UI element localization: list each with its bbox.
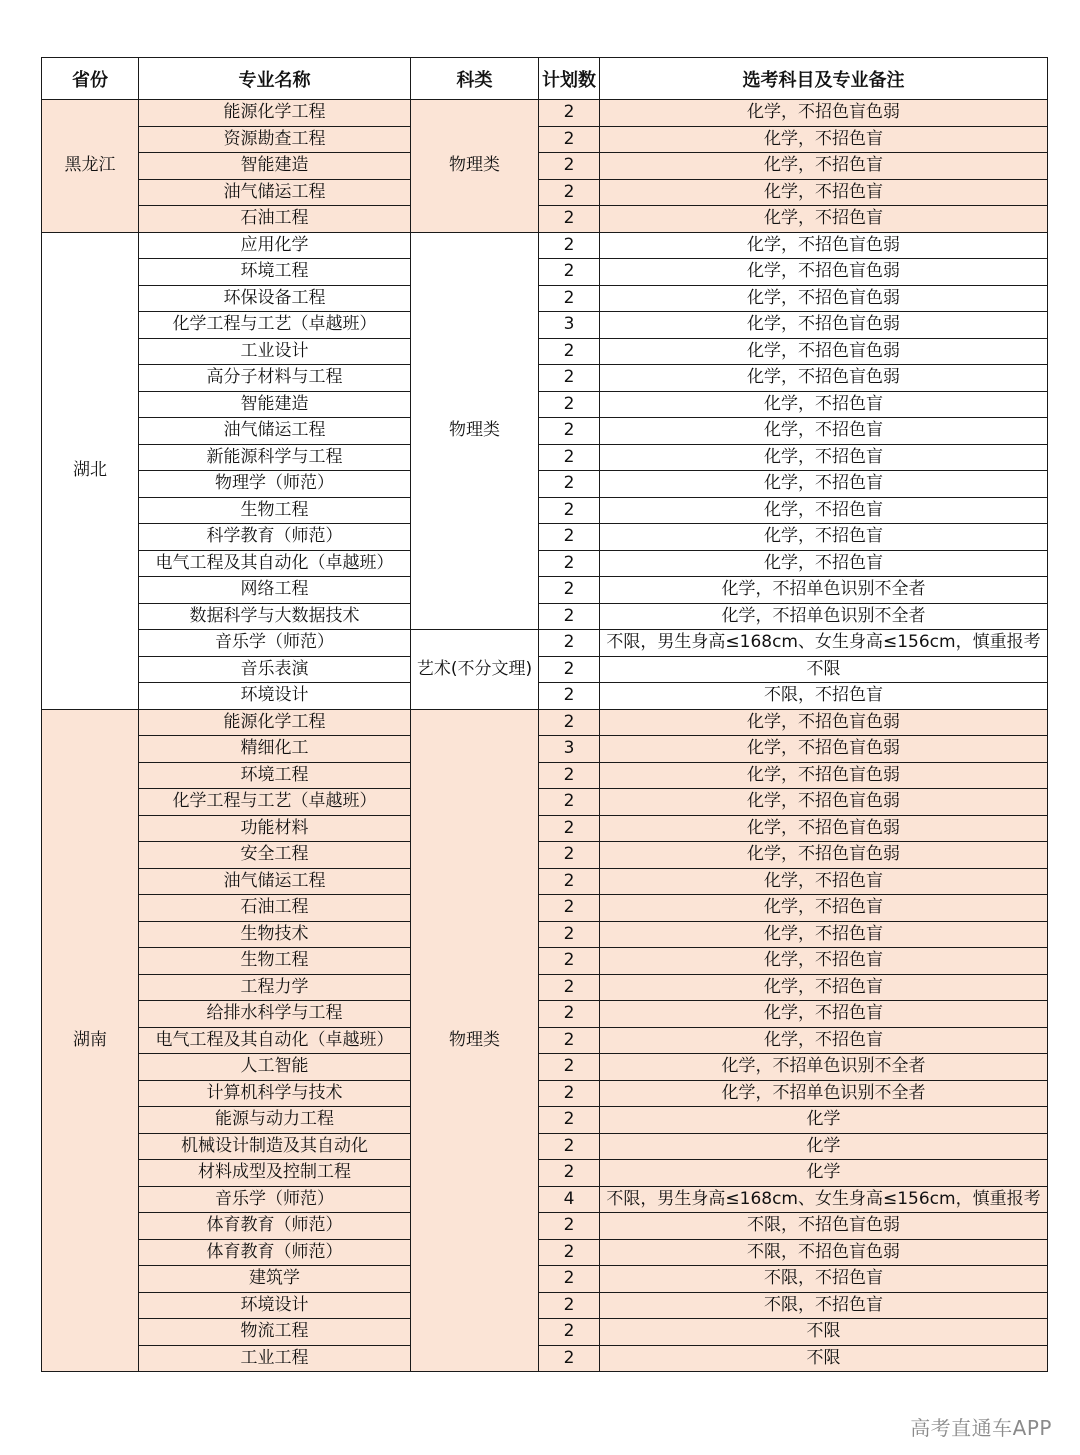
remarks-cell: 化学，不招色盲色弱 — [600, 232, 1048, 259]
remarks-cell: 化学，不招色盲 — [600, 179, 1048, 206]
plan-count-cell: 2 — [539, 259, 600, 286]
remarks-cell: 不限，不招色盲 — [600, 1266, 1048, 1293]
major-name-cell: 能源化学工程 — [139, 709, 411, 736]
remarks-cell: 化学 — [600, 1160, 1048, 1187]
plan-count-cell: 2 — [539, 603, 600, 630]
remarks-cell: 化学，不招色盲 — [600, 471, 1048, 498]
remarks-cell: 化学，不招色盲 — [600, 126, 1048, 153]
remarks-cell: 化学，不招色盲 — [600, 974, 1048, 1001]
major-name-cell: 工业工程 — [139, 1345, 411, 1372]
category-cell: 物理类 — [411, 100, 539, 233]
plan-count-cell: 2 — [539, 471, 600, 498]
remarks-cell: 化学，不招色盲 — [600, 1027, 1048, 1054]
plan-count-cell: 2 — [539, 842, 600, 869]
major-name-cell: 电气工程及其自动化（卓越班） — [139, 550, 411, 577]
major-name-cell: 石油工程 — [139, 895, 411, 922]
remarks-cell: 化学，不招色盲 — [600, 391, 1048, 418]
remarks-cell: 不限，男生身高≤168cm、女生身高≤156cm，慎重报考 — [600, 630, 1048, 657]
remarks-cell: 化学，不招色盲 — [600, 153, 1048, 180]
major-name-cell: 生物工程 — [139, 497, 411, 524]
major-name-cell: 化学工程与工艺（卓越班） — [139, 312, 411, 339]
header-remarks: 选考科目及专业备注 — [600, 58, 1048, 100]
plan-count-cell: 2 — [539, 497, 600, 524]
table-row — [42, 974, 1048, 1001]
table-row — [42, 709, 1048, 736]
table-row — [42, 550, 1048, 577]
plan-count-cell: 2 — [539, 126, 600, 153]
table-row — [42, 444, 1048, 471]
table-row — [42, 577, 1048, 604]
major-name-cell: 人工智能 — [139, 1054, 411, 1081]
table-row — [42, 683, 1048, 710]
remarks-cell: 化学，不招色盲色弱 — [600, 789, 1048, 816]
remarks-cell: 不限 — [600, 656, 1048, 683]
remarks-cell: 化学，不招色盲 — [600, 868, 1048, 895]
table-row — [42, 259, 1048, 286]
major-name-cell: 网络工程 — [139, 577, 411, 604]
table-row — [42, 842, 1048, 869]
plan-count-cell: 2 — [539, 1054, 600, 1081]
plan-count-cell: 2 — [539, 762, 600, 789]
remarks-cell: 化学，不招色盲色弱 — [600, 285, 1048, 312]
major-name-cell: 环境设计 — [139, 683, 411, 710]
category-cell: 物理类 — [411, 709, 539, 1372]
remarks-cell: 化学，不招色盲色弱 — [600, 762, 1048, 789]
plan-count-cell: 2 — [539, 1160, 600, 1187]
plan-count-cell: 2 — [539, 577, 600, 604]
table-row — [42, 1107, 1048, 1134]
table-row — [42, 391, 1048, 418]
table-row — [42, 497, 1048, 524]
table-row — [42, 895, 1048, 922]
remarks-cell: 化学，不招单色识别不全者 — [600, 1080, 1048, 1107]
remarks-cell: 不限，男生身高≤168cm、女生身高≤156cm，慎重报考 — [600, 1186, 1048, 1213]
table-row — [42, 1213, 1048, 1240]
table-row — [42, 1345, 1048, 1372]
table-row — [42, 285, 1048, 312]
plan-count-cell: 2 — [539, 1345, 600, 1372]
header-province: 省份 — [42, 58, 139, 100]
remarks-cell: 化学，不招色盲 — [600, 1001, 1048, 1028]
table-row — [42, 232, 1048, 259]
remarks-cell: 化学，不招色盲 — [600, 550, 1048, 577]
remarks-cell: 不限 — [600, 1345, 1048, 1372]
major-name-cell: 石油工程 — [139, 206, 411, 233]
major-name-cell: 建筑学 — [139, 1266, 411, 1293]
major-name-cell: 数据科学与大数据技术 — [139, 603, 411, 630]
remarks-cell: 不限，不招色盲 — [600, 683, 1048, 710]
remarks-cell: 化学，不招色盲色弱 — [600, 365, 1048, 392]
major-name-cell: 能源与动力工程 — [139, 1107, 411, 1134]
plan-count-cell: 2 — [539, 338, 600, 365]
major-name-cell: 精细化工 — [139, 736, 411, 763]
major-name-cell: 环境工程 — [139, 259, 411, 286]
table-row — [42, 126, 1048, 153]
category-cell: 艺术(不分文理) — [411, 630, 539, 710]
major-name-cell: 环境设计 — [139, 1292, 411, 1319]
table-row — [42, 603, 1048, 630]
table-row — [42, 100, 1048, 127]
plan-count-cell: 2 — [539, 444, 600, 471]
table-row — [42, 1239, 1048, 1266]
remarks-cell: 化学，不招色盲 — [600, 497, 1048, 524]
header-row — [42, 58, 1048, 100]
table-row — [42, 524, 1048, 551]
table-row — [42, 312, 1048, 339]
header-plan-count: 计划数 — [539, 58, 600, 100]
major-name-cell: 化学工程与工艺（卓越班） — [139, 789, 411, 816]
plan-count-cell: 2 — [539, 868, 600, 895]
plan-count-cell: 2 — [539, 550, 600, 577]
plan-count-cell: 2 — [539, 285, 600, 312]
table-row — [42, 418, 1048, 445]
remarks-cell: 化学，不招色盲 — [600, 444, 1048, 471]
major-name-cell: 油气储运工程 — [139, 868, 411, 895]
major-name-cell: 生物工程 — [139, 948, 411, 975]
major-name-cell: 能源化学工程 — [139, 100, 411, 127]
major-name-cell: 油气储运工程 — [139, 179, 411, 206]
table-row — [42, 1160, 1048, 1187]
plan-count-cell: 2 — [539, 1107, 600, 1134]
remarks-cell: 化学，不招色盲 — [600, 948, 1048, 975]
header-category: 科类 — [411, 58, 539, 100]
plan-count-cell: 2 — [539, 391, 600, 418]
table-row — [42, 948, 1048, 975]
plan-count-cell: 2 — [539, 974, 600, 1001]
major-name-cell: 材料成型及控制工程 — [139, 1160, 411, 1187]
remarks-cell: 化学，不招色盲色弱 — [600, 259, 1048, 286]
plan-count-cell: 2 — [539, 895, 600, 922]
remarks-cell: 化学，不招色盲色弱 — [600, 842, 1048, 869]
remarks-cell: 化学，不招色盲色弱 — [600, 100, 1048, 127]
plan-count-cell: 2 — [539, 524, 600, 551]
table-row — [42, 921, 1048, 948]
remarks-cell: 化学，不招单色识别不全者 — [600, 1054, 1048, 1081]
plan-count-cell: 2 — [539, 100, 600, 127]
plan-count-cell: 2 — [539, 656, 600, 683]
major-name-cell: 功能材料 — [139, 815, 411, 842]
major-name-cell: 环境工程 — [139, 762, 411, 789]
plan-count-cell: 2 — [539, 683, 600, 710]
major-name-cell: 体育教育（师范） — [139, 1213, 411, 1240]
major-name-cell: 给排水科学与工程 — [139, 1001, 411, 1028]
table-row — [42, 179, 1048, 206]
table-row — [42, 789, 1048, 816]
major-name-cell: 电气工程及其自动化（卓越班） — [139, 1027, 411, 1054]
plan-count-cell: 2 — [539, 1080, 600, 1107]
remarks-cell: 化学，不招色盲色弱 — [600, 338, 1048, 365]
table-row — [42, 1266, 1048, 1293]
table-row — [42, 815, 1048, 842]
table-row — [42, 1292, 1048, 1319]
province-cell: 湖北 — [42, 232, 139, 709]
table-row — [42, 153, 1048, 180]
table-row — [42, 1133, 1048, 1160]
major-name-cell: 生物技术 — [139, 921, 411, 948]
major-name-cell: 体育教育（师范） — [139, 1239, 411, 1266]
remarks-cell: 化学，不招色盲 — [600, 895, 1048, 922]
major-name-cell: 物理学（师范） — [139, 471, 411, 498]
table-row — [42, 762, 1048, 789]
table-row — [42, 471, 1048, 498]
remarks-cell: 化学，不招色盲 — [600, 524, 1048, 551]
remarks-cell: 化学 — [600, 1133, 1048, 1160]
major-name-cell: 音乐表演 — [139, 656, 411, 683]
plan-count-cell: 2 — [539, 1027, 600, 1054]
remarks-cell: 化学，不招色盲色弱 — [600, 312, 1048, 339]
major-name-cell: 资源勘查工程 — [139, 126, 411, 153]
remarks-cell: 不限，不招色盲色弱 — [600, 1213, 1048, 1240]
plan-count-cell: 2 — [539, 1001, 600, 1028]
major-name-cell: 智能建造 — [139, 153, 411, 180]
table-row — [42, 338, 1048, 365]
major-name-cell: 工业设计 — [139, 338, 411, 365]
table-row — [42, 365, 1048, 392]
table-row — [42, 1027, 1048, 1054]
remarks-cell: 不限 — [600, 1319, 1048, 1346]
major-name-cell: 安全工程 — [139, 842, 411, 869]
province-cell: 黑龙江 — [42, 100, 139, 233]
table-row — [42, 1319, 1048, 1346]
plan-count-cell: 2 — [539, 815, 600, 842]
remarks-cell: 化学，不招色盲色弱 — [600, 709, 1048, 736]
major-name-cell: 计算机科学与技术 — [139, 1080, 411, 1107]
major-name-cell: 物流工程 — [139, 1319, 411, 1346]
plan-count-cell: 2 — [539, 179, 600, 206]
plan-count-cell: 2 — [539, 1239, 600, 1266]
table-row — [42, 1054, 1048, 1081]
remarks-cell: 不限，不招色盲色弱 — [600, 1239, 1048, 1266]
plan-count-cell: 2 — [539, 921, 600, 948]
remarks-cell: 化学，不招色盲 — [600, 206, 1048, 233]
table-row — [42, 206, 1048, 233]
table-row — [42, 736, 1048, 763]
major-name-cell: 高分子材料与工程 — [139, 365, 411, 392]
remarks-cell: 化学，不招色盲色弱 — [600, 736, 1048, 763]
admission-plan-table — [41, 57, 1048, 1372]
plan-count-cell: 3 — [539, 312, 600, 339]
header-major: 专业名称 — [139, 58, 411, 100]
plan-count-cell: 2 — [539, 709, 600, 736]
major-name-cell: 应用化学 — [139, 232, 411, 259]
major-name-cell: 智能建造 — [139, 391, 411, 418]
remarks-cell: 化学，不招色盲 — [600, 921, 1048, 948]
category-cell: 物理类 — [411, 232, 539, 630]
major-name-cell: 音乐学（师范） — [139, 1186, 411, 1213]
plan-count-cell: 2 — [539, 206, 600, 233]
major-name-cell: 科学教育（师范） — [139, 524, 411, 551]
major-name-cell: 机械设计制造及其自动化 — [139, 1133, 411, 1160]
plan-count-cell: 4 — [539, 1186, 600, 1213]
remarks-cell: 化学，不招单色识别不全者 — [600, 577, 1048, 604]
plan-count-cell: 2 — [539, 153, 600, 180]
plan-count-cell: 3 — [539, 736, 600, 763]
table-row — [42, 656, 1048, 683]
plan-count-cell: 2 — [539, 1292, 600, 1319]
major-name-cell: 工程力学 — [139, 974, 411, 1001]
plan-count-cell: 2 — [539, 1213, 600, 1240]
table-row — [42, 1001, 1048, 1028]
plan-count-cell: 2 — [539, 789, 600, 816]
plan-count-cell: 2 — [539, 630, 600, 657]
table-row — [42, 1186, 1048, 1213]
plan-count-cell: 2 — [539, 1266, 600, 1293]
remarks-cell: 不限，不招色盲 — [600, 1292, 1048, 1319]
plan-count-cell: 2 — [539, 1319, 600, 1346]
province-cell: 湖南 — [42, 709, 139, 1372]
major-name-cell: 音乐学（师范） — [139, 630, 411, 657]
major-name-cell: 新能源科学与工程 — [139, 444, 411, 471]
plan-count-cell: 2 — [539, 418, 600, 445]
table-row — [42, 1080, 1048, 1107]
watermark: 高考直通车APP — [910, 1416, 1052, 1440]
table-row — [42, 630, 1048, 657]
remarks-cell: 化学，不招色盲色弱 — [600, 815, 1048, 842]
plan-count-cell: 2 — [539, 1133, 600, 1160]
plan-count-cell: 2 — [539, 232, 600, 259]
remarks-cell: 化学，不招单色识别不全者 — [600, 603, 1048, 630]
remarks-cell: 化学，不招色盲 — [600, 418, 1048, 445]
plan-count-cell: 2 — [539, 365, 600, 392]
table-row — [42, 868, 1048, 895]
remarks-cell: 化学 — [600, 1107, 1048, 1134]
table-body — [42, 100, 1048, 1372]
plan-count-cell: 2 — [539, 948, 600, 975]
major-name-cell: 油气储运工程 — [139, 418, 411, 445]
major-name-cell: 环保设备工程 — [139, 285, 411, 312]
